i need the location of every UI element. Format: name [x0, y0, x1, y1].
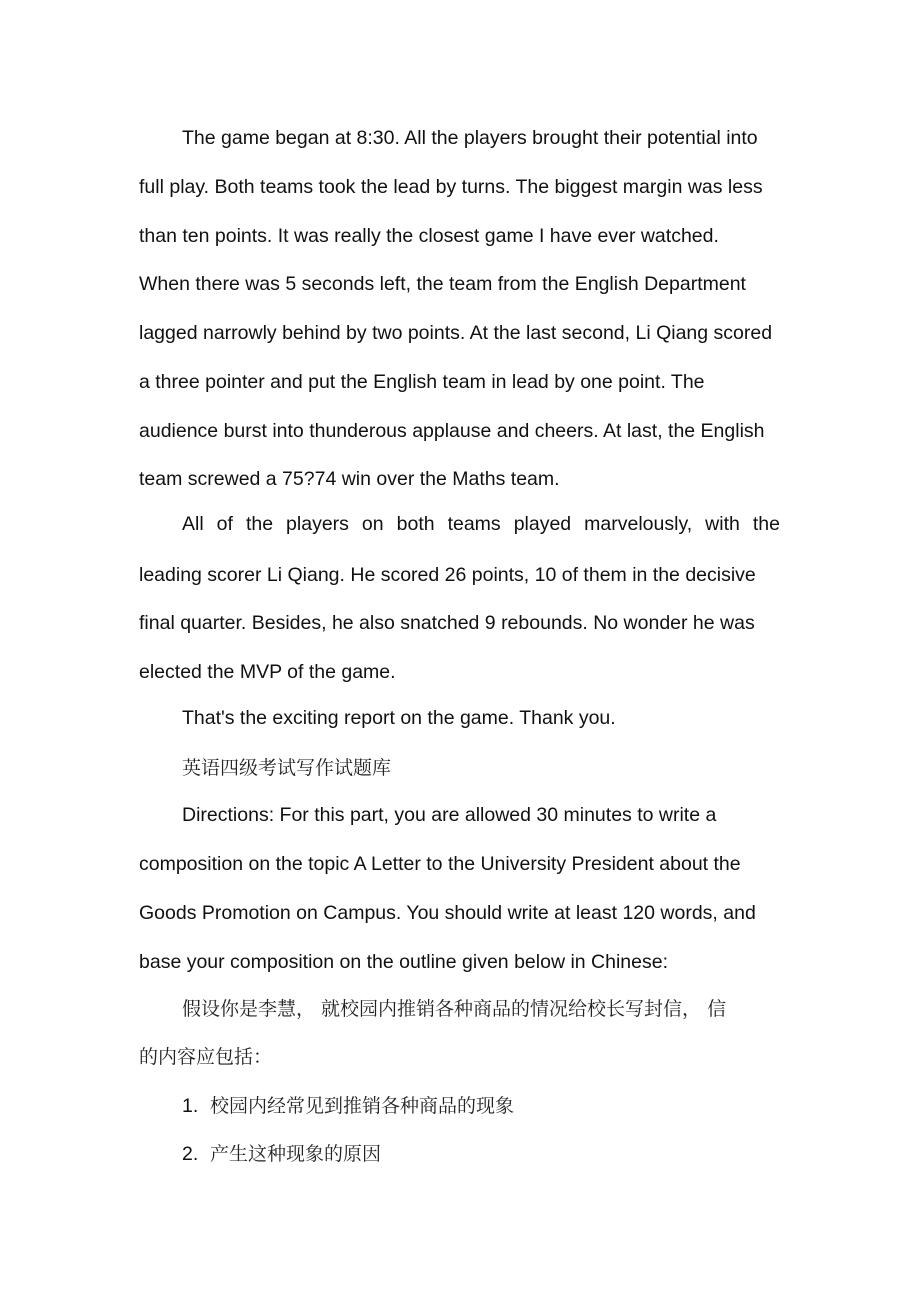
chinese-prompt-line-1: 假设你是李慧， 就校园内推销各种商品的情况给校长写封信， 信	[182, 998, 727, 1020]
directions-line-4: base your composition on the outline given below in Chinese:	[139, 951, 668, 973]
paragraph-1-line-7: audience burst into thunderous applause and cheers. At last, the English	[139, 420, 765, 442]
outline-item-number: 2.	[182, 1143, 199, 1165]
paragraph-2-line-2: leading scorer Li Qiang. He scored 26 points, 10 of them in the decisive	[139, 564, 756, 586]
directions-line-1: Directions: For this part, you are allowed 30 minutes to write a	[182, 804, 717, 826]
outline-item-2	[182, 1142, 381, 1166]
paragraph-1-line-5: lagged narrowly behind by two points. At the last second, Li Qiang scored	[139, 322, 773, 344]
chinese-prompt-line-2: 的内容应包括：	[139, 1046, 273, 1068]
paragraph-2-line-1	[182, 512, 780, 536]
p2-word: teams	[447, 513, 501, 535]
p2-word: marvelously,	[584, 513, 693, 535]
p2-word: on	[361, 513, 384, 535]
paragraph-2-line-4: elected the MVP of the game.	[139, 661, 396, 683]
paragraph-1-line-3: than ten points. It was really the closest game I have ever watched.	[139, 225, 719, 247]
outline-item-text: 产生这种现象的原因	[210, 1143, 382, 1165]
p2-word: played	[513, 513, 572, 535]
paragraph-1-line-4: When there was 5 seconds left, the team from the English Department	[139, 273, 746, 295]
section-heading: 英语四级考试写作试题库	[182, 757, 392, 779]
p2-word: the	[752, 513, 780, 535]
directions-line-3: Goods Promotion on Campus. You should write at least 120 words, and	[139, 902, 756, 924]
paragraph-3: That's the exciting report on the game. Thank you.	[182, 707, 616, 729]
outline-item-number: 1.	[182, 1095, 199, 1117]
outline-item-text: 校园内经常见到推销各种商品的现象	[210, 1095, 515, 1117]
p2-word: with	[705, 513, 740, 535]
paragraph-1-line-6: a three pointer and put the English team in lead by one point. The	[139, 371, 705, 393]
outline-item-1	[182, 1094, 514, 1118]
paragraph-1-line-8: team screwed a 75?74 win over the Maths team.	[139, 468, 560, 490]
p2-word: players	[286, 513, 349, 535]
directions-line-2: composition on the topic A Letter to the University President about the	[139, 853, 741, 875]
p2-word: both	[396, 513, 435, 535]
p2-word: of	[216, 513, 233, 535]
paragraph-1-line-2: full play. Both teams took the lead by turns. The biggest margin was less	[139, 176, 763, 198]
p2-word: All	[182, 513, 204, 535]
paragraph-1-line-1: The game began at 8:30. All the players brought their potential into	[182, 127, 758, 149]
paragraph-2-line-3: final quarter. Besides, he also snatched 9 rebounds. No wonder he was	[139, 612, 755, 634]
p2-word: the	[245, 513, 274, 535]
